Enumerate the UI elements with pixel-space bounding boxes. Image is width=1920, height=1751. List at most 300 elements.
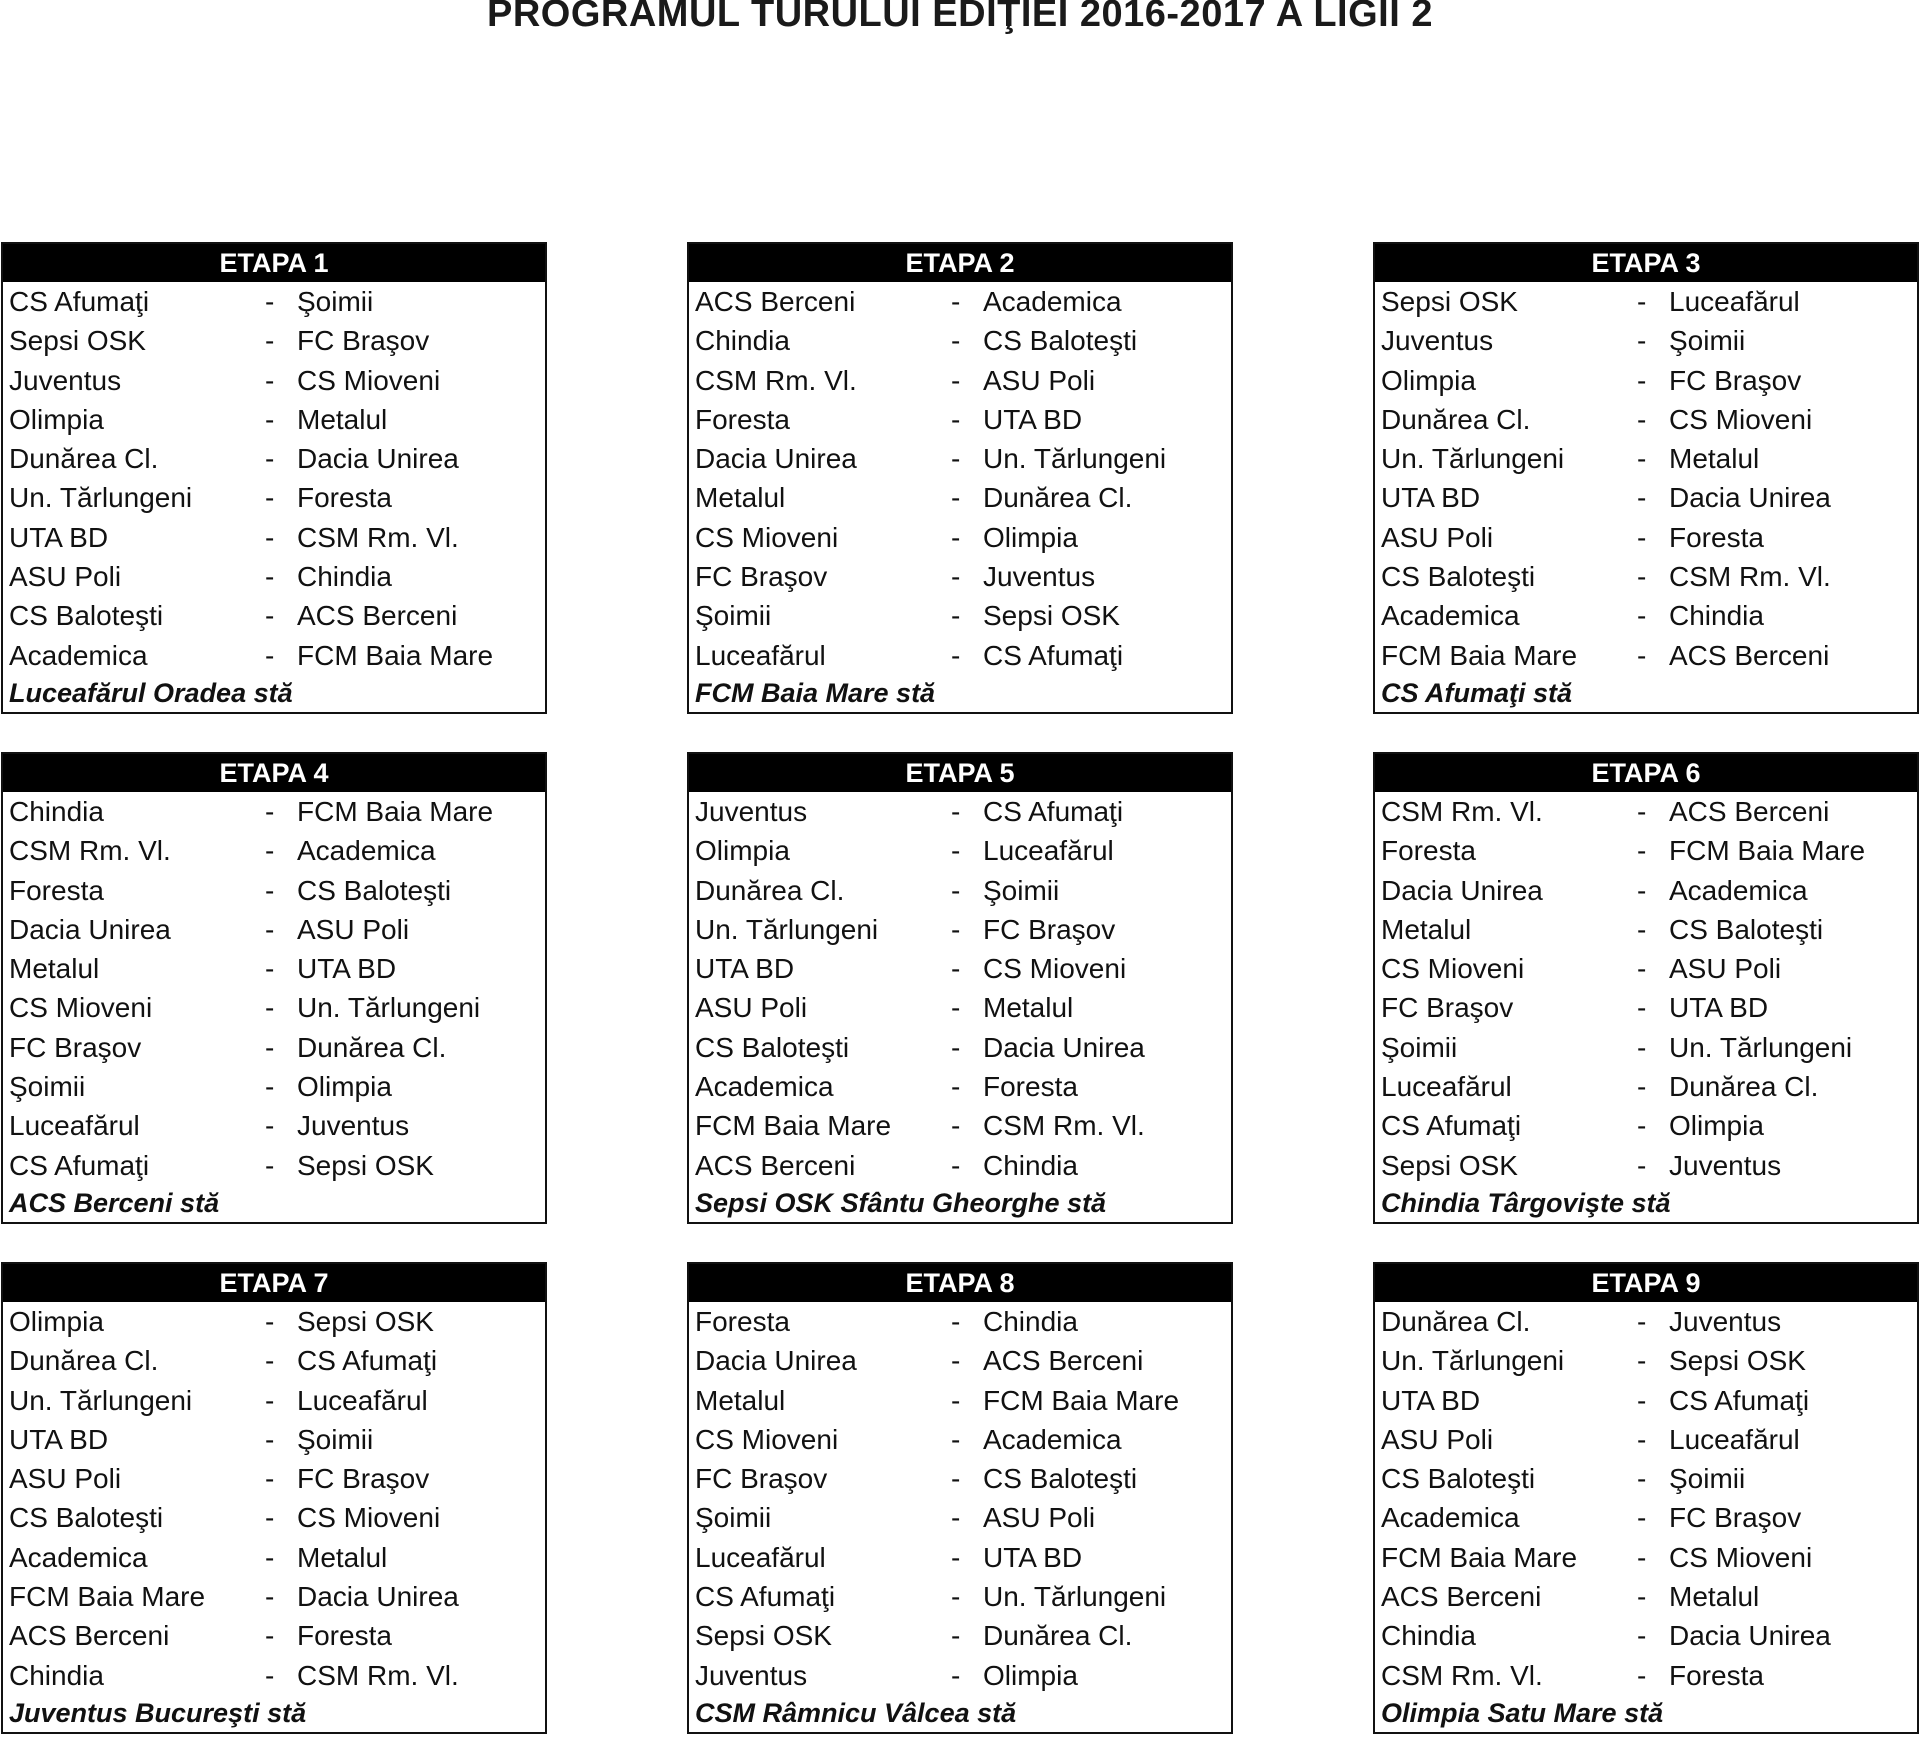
match-list [3,1302,545,1695]
match-separator: - [951,286,961,317]
match-row [3,949,545,988]
match-separator: - [1637,1071,1647,1103]
match-row [1375,361,1917,400]
home-team: Dunărea Cl. [9,1345,159,1377]
away-team: ASU Poli [983,1502,1096,1534]
home-team: Dunărea Cl. [9,443,159,475]
bye-team-note: FCM Baia Mare stă [695,677,936,708]
match-row [3,910,545,949]
away-team: CS Baloteşti [297,874,452,906]
match-row [3,557,545,596]
match-row [3,636,545,675]
match-row [3,596,545,635]
home-team: Metalul [695,1384,786,1416]
match-row [689,1341,1231,1380]
home-team: CS Afumaţi [1381,1110,1522,1142]
home-team: CSM Rm. Vl. [695,364,857,396]
away-team: Dacia Unirea [1669,482,1831,514]
home-team: ACS Berceni [9,1620,170,1652]
match-row [689,439,1231,478]
match-separator: - [1637,1345,1647,1377]
match-row [689,478,1231,517]
home-team: CS Afumaţi [9,1149,150,1181]
home-team: Academica [1381,600,1520,632]
home-team: CS Baloteşti [1381,1463,1536,1495]
match-separator: - [1637,1384,1647,1416]
home-team: Dacia Unirea [695,1345,857,1377]
round-box [687,242,1233,714]
match-row [3,1302,545,1341]
match-separator: - [951,1423,961,1455]
match-separator: - [951,835,961,867]
round-box [1,242,547,714]
match-row [1375,871,1917,910]
away-team: Chindia [297,561,392,593]
home-team: ASU Poli [9,1463,122,1495]
home-team: Dunărea Cl. [1381,1306,1531,1337]
match-row [3,1028,545,1067]
match-separator: - [1637,561,1647,593]
home-team: Şoimii [695,1502,772,1534]
away-team: Foresta [297,1620,392,1652]
home-team: Chindia [9,796,104,827]
home-team: ACS Berceni [695,1149,856,1181]
match-row [1375,1106,1917,1145]
match-row [689,282,1231,321]
match-row [689,1028,1231,1067]
away-team: Şoimii [983,874,1060,906]
away-team: Chindia [983,1306,1078,1337]
away-team: ASU Poli [983,364,1096,396]
home-team: CS Mioveni [9,992,153,1024]
match-row [689,910,1231,949]
away-team: Foresta [1669,521,1764,553]
away-team: Juventus [1669,1149,1782,1181]
match-separator: - [951,1031,961,1063]
match-row [689,831,1231,870]
match-row [689,1616,1231,1655]
round-header: ETAPA 9 [1375,1264,1917,1302]
home-team: Un. Tărlungeni [9,482,193,514]
round-box [1,1262,547,1734]
match-separator: - [1637,953,1647,985]
away-team: FCM Baia Mare [1669,835,1866,867]
away-team: CS Baloteşti [1669,913,1824,945]
home-team: Academica [1381,1502,1520,1534]
match-row [3,321,545,360]
home-team: UTA BD [9,521,109,553]
match-separator: - [951,443,961,475]
match-row [1375,1381,1917,1420]
home-team: Chindia [695,325,790,357]
home-team: Juventus [695,796,808,827]
match-separator: - [1637,403,1647,435]
home-team: Dacia Unirea [9,913,171,945]
home-team: Şoimii [1381,1031,1458,1063]
match-row [1375,1302,1917,1341]
home-team: Un. Tărlungeni [9,1384,193,1416]
match-separator: - [951,482,961,514]
match-separator: - [1637,1541,1647,1573]
match-separator: - [265,953,275,985]
match-separator: - [265,1345,275,1377]
match-list [689,282,1231,675]
match-row [1375,1341,1917,1380]
home-team: Academica [695,1071,834,1103]
match-row [1375,910,1917,949]
match-row [689,1302,1231,1341]
away-team: CSM Rm. Vl. [1669,561,1831,593]
home-team: UTA BD [9,1423,109,1455]
away-team: Chindia [1669,600,1764,632]
away-team: FC Braşov [297,1463,430,1495]
home-team: Şoimii [695,600,772,632]
match-row [689,1459,1231,1498]
match-separator: - [265,403,275,435]
away-team: Luceafărul [297,1384,428,1416]
home-team: CS Baloteşti [695,1031,850,1063]
away-team: Dacia Unirea [1669,1620,1831,1652]
home-team: FC Braşov [695,561,828,593]
home-team: Olimpia [695,835,790,867]
match-separator: - [265,1110,275,1142]
home-team: Luceafărul [1381,1071,1512,1103]
away-team: FC Braşov [983,913,1116,945]
home-team: Sepsi OSK [1381,1149,1518,1181]
match-separator: - [1637,364,1647,396]
away-team: Academica [983,286,1122,317]
match-row [3,1498,545,1537]
away-team: Metalul [1669,443,1760,475]
home-team: Un. Tărlungeni [1381,443,1565,475]
away-team: Juventus [1669,1306,1782,1337]
home-team: Un. Tărlungeni [1381,1345,1565,1377]
away-team: FC Braşov [1669,364,1802,396]
match-list [1375,1302,1917,1695]
home-team: ACS Berceni [1381,1581,1542,1613]
match-row [689,1106,1231,1145]
home-team: CSM Rm. Vl. [9,835,171,867]
home-team: Chindia [9,1659,104,1691]
home-team: Un. Tărlungeni [695,913,879,945]
round-box [1373,242,1919,714]
away-team: Juventus [983,561,1096,593]
away-team: Un. Tărlungeni [983,1581,1167,1613]
home-team: Olimpia [9,403,104,435]
match-separator: - [265,521,275,553]
match-row [1375,518,1917,557]
home-team: FCM Baia Mare [9,1581,206,1613]
match-row [3,1616,545,1655]
match-row [1375,1616,1917,1655]
match-separator: - [1637,835,1647,867]
home-team: CS Afumaţi [695,1581,836,1613]
away-team: Un. Tărlungeni [1669,1031,1853,1063]
bye-team-note: Olimpia Satu Mare stă [1381,1697,1664,1728]
away-team: ACS Berceni [1669,796,1830,827]
home-team: Juventus [695,1659,808,1691]
home-team: CS Baloteşti [9,600,164,632]
match-separator: - [265,561,275,593]
away-team: Şoimii [297,1423,374,1455]
match-list [3,792,545,1185]
round-header: ETAPA 3 [1375,244,1917,282]
home-team: CS Baloteşti [1381,561,1536,593]
away-team: Sepsi OSK [297,1306,434,1337]
away-team: Dacia Unirea [983,1031,1145,1063]
match-row [1375,1067,1917,1106]
match-row [3,1577,545,1616]
match-separator: - [951,403,961,435]
match-row [689,792,1231,831]
home-team: Luceafărul [695,639,826,671]
match-row [1375,557,1917,596]
match-row [3,1146,545,1185]
home-team: Foresta [1381,835,1476,867]
away-team: Luceafărul [1669,1423,1800,1455]
round-header: ETAPA 8 [689,1264,1231,1302]
match-list [689,1302,1231,1695]
home-team: Dacia Unirea [695,443,857,475]
match-separator: - [265,1463,275,1495]
match-separator: - [265,874,275,906]
home-team: Luceafărul [9,1110,140,1142]
match-separator: - [265,992,275,1024]
home-team: Foresta [695,1306,790,1337]
match-list [1375,792,1917,1185]
away-team: Olimpia [1669,1110,1764,1142]
away-team: Juventus [297,1110,410,1142]
away-team: Sepsi OSK [983,600,1120,632]
match-separator: - [951,1581,961,1613]
match-row [689,1498,1231,1537]
home-team: ASU Poli [1381,1423,1494,1455]
home-team: FC Braşov [695,1463,828,1495]
match-separator: - [1637,1620,1647,1652]
home-team: ACS Berceni [695,286,856,317]
away-team: Şoimii [1669,325,1746,357]
away-team: Olimpia [297,1071,392,1103]
match-list [3,282,545,675]
away-team: Metalul [1669,1581,1760,1613]
match-separator: - [951,913,961,945]
home-team: Academica [9,639,148,671]
away-team: Un. Tărlungeni [297,992,481,1024]
home-team: ASU Poli [695,992,808,1024]
away-team: CSM Rm. Vl. [983,1110,1145,1142]
match-separator: - [1637,286,1647,317]
match-separator: - [951,1502,961,1534]
match-row [689,871,1231,910]
away-team: Dacia Unirea [297,1581,459,1613]
match-separator: - [265,364,275,396]
away-team: Olimpia [983,1659,1078,1691]
round-header: ETAPA 6 [1375,754,1917,792]
match-separator: - [951,1306,961,1337]
round-box [1,752,547,1224]
bye-team-note: Juventus Bucureşti stă [9,1697,307,1728]
match-separator: - [265,1306,275,1337]
bye-team-note: CS Afumaţi stă [1381,677,1573,708]
away-team: Şoimii [1669,1463,1746,1495]
home-team: UTA BD [695,953,795,985]
away-team: Un. Tărlungeni [983,443,1167,475]
match-separator: - [1637,874,1647,906]
match-row [689,949,1231,988]
match-separator: - [265,286,275,317]
home-team: Metalul [9,953,100,985]
match-separator: - [951,992,961,1024]
away-team: Academica [1669,874,1808,906]
home-team: Şoimii [9,1071,86,1103]
home-team: FCM Baia Mare [1381,1541,1578,1573]
match-row [689,1067,1231,1106]
match-row [689,636,1231,675]
match-row [3,1459,545,1498]
match-row [3,1381,545,1420]
home-team: ASU Poli [9,561,122,593]
away-team: Dacia Unirea [297,443,459,475]
match-row [3,282,545,321]
match-row [3,792,545,831]
match-separator: - [265,1581,275,1613]
match-separator: - [951,796,961,827]
match-row [3,988,545,1027]
match-separator: - [265,325,275,357]
match-row [3,361,545,400]
match-separator: - [265,443,275,475]
home-team: Metalul [695,482,786,514]
match-row [689,1538,1231,1577]
match-separator: - [265,1620,275,1652]
away-team: Dunărea Cl. [983,482,1133,514]
match-separator: - [1637,1306,1647,1337]
match-row [689,321,1231,360]
away-team: CS Mioveni [297,1502,441,1534]
match-row [689,518,1231,557]
match-row [1375,1146,1917,1185]
home-team: FC Braşov [1381,992,1514,1024]
bye-team-note: ACS Berceni stă [9,1187,220,1218]
round-box [687,1262,1233,1734]
match-row [1375,988,1917,1027]
away-team: Metalul [983,992,1074,1024]
away-team: CS Afumaţi [297,1345,438,1377]
match-row [1375,1538,1917,1577]
away-team: ACS Berceni [983,1345,1144,1377]
away-team: Olimpia [983,521,1078,553]
away-team: UTA BD [1669,992,1769,1024]
away-team: CS Baloteşti [983,325,1138,357]
match-row [689,557,1231,596]
match-row [689,1420,1231,1459]
home-team: CSM Rm. Vl. [1381,1659,1543,1691]
away-team: CS Afumaţi [1669,1384,1810,1416]
away-team: Academica [297,835,436,867]
round-header: ETAPA 1 [3,244,545,282]
away-team: Sepsi OSK [1669,1345,1806,1377]
away-team: FCM Baia Mare [983,1384,1180,1416]
match-row [689,1146,1231,1185]
away-team: Dunărea Cl. [1669,1071,1819,1103]
match-row [689,361,1231,400]
match-row [689,988,1231,1027]
match-separator: - [1637,1423,1647,1455]
match-separator: - [265,639,275,671]
match-separator: - [951,953,961,985]
away-team: FC Braşov [297,325,430,357]
round-box [687,752,1233,1224]
match-row [3,1106,545,1145]
home-team: CSM Rm. Vl. [1381,796,1543,827]
round-box [1373,1262,1919,1734]
home-team: Dunărea Cl. [695,874,845,906]
round-header: ETAPA 2 [689,244,1231,282]
match-separator: - [951,1463,961,1495]
match-row [1375,792,1917,831]
away-team: UTA BD [983,1541,1083,1573]
home-team: Sepsi OSK [695,1620,832,1652]
match-row [1375,321,1917,360]
away-team: CSM Rm. Vl. [297,521,459,553]
match-separator: - [1637,1149,1647,1181]
away-team: ACS Berceni [1669,639,1830,671]
match-separator: - [1637,796,1647,827]
match-separator: - [265,482,275,514]
home-team: CS Afumaţi [9,286,150,317]
match-row [1375,478,1917,517]
match-separator: - [951,325,961,357]
match-separator: - [951,364,961,396]
match-separator: - [1637,1463,1647,1495]
away-team: ASU Poli [1669,953,1782,985]
home-team: Foresta [9,874,104,906]
away-team: CS Afumaţi [983,796,1124,827]
match-separator: - [1637,521,1647,553]
away-team: CS Mioveni [297,364,441,396]
match-row [1375,596,1917,635]
home-team: Olimpia [9,1306,104,1337]
match-separator: - [1637,600,1647,632]
match-separator: - [951,874,961,906]
away-team: UTA BD [297,953,397,985]
round-header: ETAPA 5 [689,754,1231,792]
bye-team-note: Sepsi OSK Sfântu Gheorghe stă [695,1187,1107,1218]
match-separator: - [1637,443,1647,475]
match-separator: - [265,1541,275,1573]
match-row [3,439,545,478]
bye-team-note: Luceafărul Oradea stă [9,677,293,708]
away-team: ASU Poli [297,913,410,945]
match-row [1375,831,1917,870]
match-row [1375,282,1917,321]
match-row [689,1381,1231,1420]
home-team: Dacia Unirea [1381,874,1543,906]
away-team: Metalul [297,403,388,435]
match-row [3,518,545,557]
page-title: PROGRAMUL TURULUI EDIŢIEI 2016-2017 A LIGII 2 [487,0,1433,35]
home-team: CS Mioveni [695,521,839,553]
match-separator: - [951,600,961,632]
match-row [689,400,1231,439]
match-row [3,1656,545,1695]
match-row [3,400,545,439]
match-row [3,478,545,517]
home-team: Dunărea Cl. [1381,403,1531,435]
match-separator: - [1637,1581,1647,1613]
away-team: Foresta [297,482,392,514]
away-team: FCM Baia Mare [297,639,494,671]
